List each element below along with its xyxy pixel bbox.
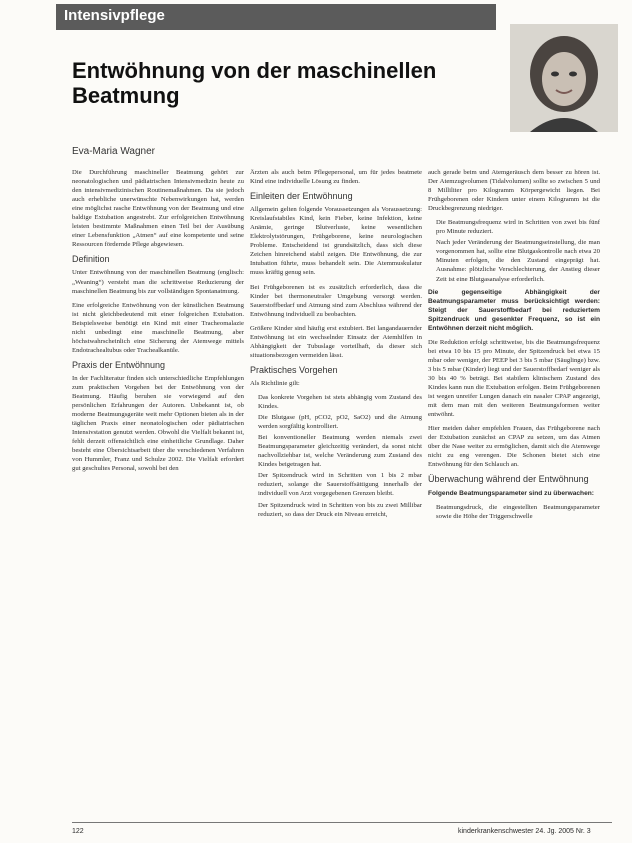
heading-vorgehen: Praktisches Vorgehen bbox=[250, 364, 338, 375]
paragraph: Bei Frühgeborenen ist es zusätzlich erforderlich, dass die Kinder bei thermoneutraler Umgebung versorgt werden. Sauerstoffbedarf und Atmung sind zum Abschluss während der Entwöhnung individuell zu beobachten. bbox=[250, 283, 422, 318]
section-label: Intensivpflege bbox=[64, 7, 165, 24]
journal-source: kinderkrankenschwester 24. Jg. 2005 Nr. 3 bbox=[458, 828, 591, 835]
list-item: • Die Beatmungsfrequenz wird in Schritten von zwei bis fünf pro Minute reduziert. bbox=[436, 218, 600, 236]
list-item: • Der Spitzendruck wird in Schritten von 1 bis 2 mbar reduziert, solange die Sauerstoffsättigung innerhalb der individuell von Arzt vorgegebenen Grenzen bleibt. bbox=[258, 471, 422, 498]
highlight-note: Die gegenseitige Abhängigkeit der Beatmungsparameter muss berücksichtigt werden: Steigt der Sauerstoffbedarf bei reduziertem Spitzendruck und gesenkter Frequenz, so ist ein Entwöhnen derzeit nicht möglich. bbox=[428, 288, 600, 332]
column-1 bbox=[72, 168, 244, 828]
heading-ueberwachung: Überwachung während der Entwöhnung bbox=[428, 474, 589, 485]
paragraph: Allgemein gelten folgende Voraussetzungen als Voraussetzung: Kreislaufstabiles Kind, kein Fieber, keine Infektion, keine Anämie, geringe Blutverluste, keine wesentlichen Elektrolytstörungen, Frühgeborene, keine neurologischen Probleme. Entscheidend ist grundsätzlich, dass sich diese Zeichen hinreichend stabil zeigen. Die Entwöhnung, die zur Intubation führte, muss behandelt sein. Die Atemmuskulatur muss kräftig genug sein. bbox=[250, 206, 422, 277]
paragraph: Die Reduktion erfolgt schrittweise, bis die Beatmungsfrequenz bei etwa 10 bis 15 pro Minute, der Spitzendruck bei etwa 15 mbar oder weniger, der PEEP bei 3 bis 5 mbar (Säuglinge) bzw. 3 bis 5 mbar (Kinder) liegt und der Sauerstoffbedarf weniger als 30 bis 40 % beträgt. Bei stabilem klinischem Zustand des Kindes kann nun die Extubation erfolgen. Beim Frühgeborenen ist wegen unreifer Lungen danach ein nasaler CPAP angezeigt, mit dem man mit den weiteren Beatmungsformen weiter entwöhnt. bbox=[428, 338, 600, 419]
heading-praxis: Praxis der Entwöhnung bbox=[72, 359, 166, 370]
intro-paragraph: Die Durchführung maschineller Beatmung gehört zur neonatologischen und pädiatrischen Intensivmedizin heute zu den intensivmedizinischen Routinemaßnahmen. Da sie jedoch auch erhebliche unerwünschte Nebenwirkungen hat, werden eine möglichst rasche Entwöhnung von der Beatmung und eine baldige Extubation angestrebt. Zur erfolgreichen Entwöhnung leisten bestimmte Maßnahmen einen Teil bei der Ausübung einer Lebensfunktion „Atmen“ auf eine kompetente und seine Ressourcen fördernde Pflege abgewiesen. bbox=[72, 169, 244, 249]
bullet-list bbox=[428, 218, 600, 283]
paragraph: Folgende Beatmungsparameter sind zu überwachen: bbox=[428, 489, 594, 497]
column-2 bbox=[250, 168, 422, 828]
paragraph: auch gerade beim und Atemgeräusch dem besser zu hören ist. Der Atemzugvolumen (Tidalvolumen) sollte so zwischen 5 und 8 Milliliter pro Kilogramm Körpergewicht liegen. Bei Frühgeborenen oder Kindern unter einem Kilogramm ist die Druckbegrenzung niedriger. bbox=[428, 169, 600, 213]
paragraph: In der Fachliteratur finden sich unterschiedliche Empfehlungen zum praktischen Vorgehen bei der Entwöhnung von der Beatmung. Häufig beruhen sie vorwiegend auf den persönlichen Erfahrungen der Autoren. Unbekannt ist, ob moderne Beatmungsgeräte weit mehr Optionen bieten als in der täglichen Praxis einer neonatologischen oder pädiatrischen Intensivstation genutzt werden. Obwohl die Vielfalt bekannt ist, fehlt derzeit offensichtlich eine einheitliche Grundlage. Daher besteht eine Übersichtsarbeit über die verschiedenen Verfahren von Hummler, Franz und Schulze 2002. Die Vielfalt erfordert gut geschultes Personal, sowohl bei den bbox=[72, 374, 244, 473]
list-item: • Die Blutgase (pH, pCO2, pO2, SaO2) und die Atmung werden sorgfältig kontrolliert. bbox=[258, 413, 422, 431]
list-item: • Beatmungsdruck, die eingestellten Beatmungsparameter sowie die Höhe der Triggerschwelle bbox=[436, 503, 600, 521]
heading-einleiten: Einleiten der Entwöhnung bbox=[250, 191, 353, 202]
portrait-image bbox=[510, 24, 618, 132]
paragraph: Größere Kinder sind häufig erst extubiert. Bei langandauernder Entwöhnung ist ein wechselnder Einsatz der Atemhilfen in Abhängigkeit der Tubuslage vorteilhaft, da dieser sich situationsbezogen vermeiden lässt. bbox=[250, 324, 422, 359]
bullet-list bbox=[428, 503, 600, 521]
article-title: Entwöhnung von der maschinellen Beatmung bbox=[72, 58, 437, 108]
list-item: • Der Spitzendruck wird in Schritten von bis zu zwei Millibar reduziert, so dass der Druck ein Niveau erreicht, bbox=[258, 501, 422, 519]
paragraph: Unter Entwöhnung von der maschinellen Beatmung (englisch: „Weaning“) versteht man die schrittweise Reduzierung der maschinellen Beatmung bis zur vollständigen Spontanatmung. bbox=[72, 269, 244, 295]
section-banner bbox=[56, 4, 496, 30]
paragraph: Als Richtlinie gilt: bbox=[250, 379, 300, 387]
paragraph: Eine erfolgreiche Entwöhnung von der künstlichen Beatmung ist nicht gleichbedeutend mit einer folgreichen Extubation. Beispielsweise benötigt ein Kind mit einer Tracheomalazie nicht unbedingt eine maschinelle Beatmung, aber höchstwahrscheinlich eine Sicherung der Atemwege mittels Endotrachealtubus oder Trachealkanüle. bbox=[72, 301, 244, 354]
bullet-list bbox=[250, 393, 422, 519]
footer-rule bbox=[72, 822, 612, 823]
list-item: • Das konkrete Vorgehen ist stets abhängig vom Zustand des Kindes. bbox=[258, 393, 422, 411]
paragraph: Hier meiden daher empfehlen Frauen, das Frühgeborene nach der Extubation zunächst an CPAP zu setzen, um das Atmen über die Nase weiter zu ermöglichen, damit sich die Atemwege nicht zu eng verengen. Die Schonen bietet sich eine Entwöhnung für den Schlauch an. bbox=[428, 425, 600, 469]
author-photo bbox=[510, 24, 618, 132]
list-item: • Nach jeder Veränderung der Beatmungseinstellung, die man vorgenommen hat, sollte eine Blutgaskontrolle nach etwa 20 Minuten erfolgen, die den Zustand eingeprägt hat. Ausnahme: plötzliche Verschlechterung, der Anstieg dieser Zeit ist eine Blutgasanalyse erforderlich. bbox=[436, 238, 600, 283]
paragraph: Ärzten als auch beim Pflegepersonal, um für jedes beatmete Kind eine individuelle Lösung zu finden. bbox=[250, 169, 422, 186]
list-item: • Bei konventioneller Beatmung werden niemals zwei Beatmungsparameter gleichzeitig verändert, da sonst nicht nachvollziehbar ist, welche Veränderung zum Zustand des Kindes beigetragen hat. bbox=[258, 433, 422, 469]
page-number: 122 bbox=[72, 828, 84, 835]
author-name: Eva-Maria Wagner bbox=[72, 146, 155, 157]
column-3 bbox=[428, 168, 600, 818]
heading-definition: Definition bbox=[72, 254, 110, 265]
